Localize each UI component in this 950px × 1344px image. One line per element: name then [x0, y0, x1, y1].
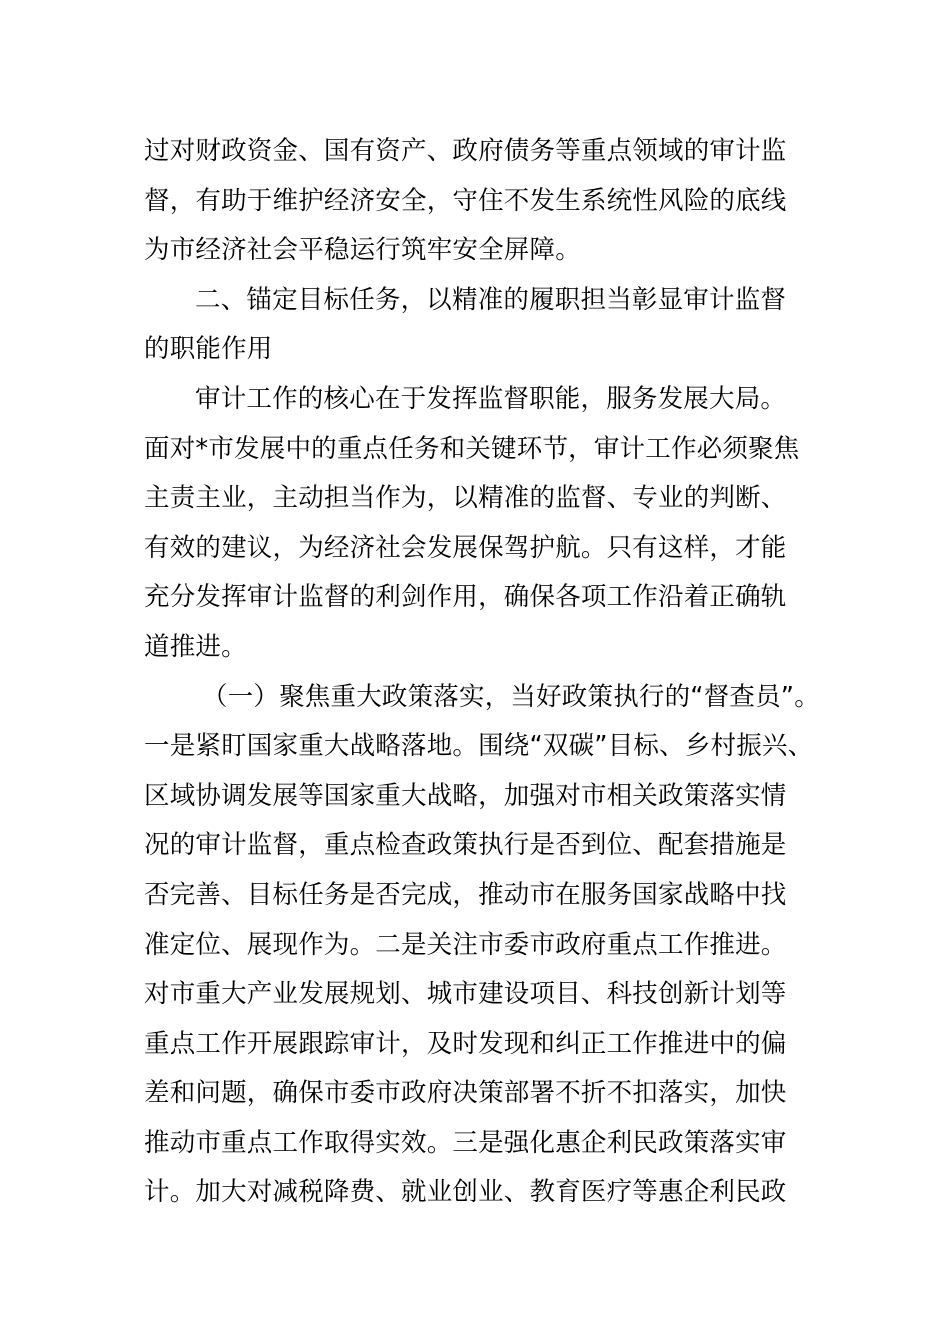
text-line: 区域协调发展等国家重大战略，加强对市相关政策落实情: [144, 780, 787, 811]
text-line: 主责主业，主动担当作为，以精准的监督、专业的判断、: [144, 483, 787, 514]
document-body: [144, 127, 820, 1218]
text-line: 审计工作的核心在于发挥监督职能，服务发展大局。: [195, 383, 787, 414]
text-line: 充分发挥审计监督的利剑作用，确保各项工作沿着正确轨: [144, 582, 787, 613]
text-line: 推动市重点工作取得实效。三是强化惠企利民政策落实审: [144, 1127, 787, 1158]
text-line: 况的审计监督，重点检查政策执行是否到位、配套措施是: [144, 830, 787, 861]
subsection-heading-line: （一）聚焦重大政策落实，当好政策执行的“督查员”。: [202, 681, 820, 712]
text-line: 计。加大对减税降费、就业创业、教育医疗等惠企利民政: [144, 1177, 787, 1208]
text-line: 一是紧盯国家重大战略落地。围绕“双碳”目标、乡村振兴、: [144, 731, 814, 762]
text-line: 差和问题，确保市委市政府决策部署不折不扣落实，加快: [144, 1078, 787, 1109]
text-line: 督，有助于维护经济安全，守住不发生系统性风险的底线: [144, 185, 787, 216]
text-line: 对市重大产业发展规划、城市建设项目、科技创新计划等: [144, 979, 787, 1010]
section-heading-line: 二、锚定目标任务，以精准的履职担当彰显审计监督: [195, 284, 787, 315]
text-line: 重点工作开展跟踪审计，及时发现和纠正工作推进中的偏: [144, 1028, 787, 1059]
text-line: 过对财政资金、国有资产、政府债务等重点领域的审计监: [144, 136, 787, 166]
section-heading-line: 的职能作用: [144, 334, 273, 365]
text-line: 准定位、展现作为。二是关注市委市政府重点工作推进。: [144, 929, 787, 960]
text-line: 有效的建议，为经济社会发展保驾护航。只有这样，才能: [144, 532, 787, 563]
text-line: 否完善、目标任务是否完成，推动市在服务国家战略中找: [144, 879, 787, 910]
text-line: 面对*市发展中的重点任务和关键环节，审计工作必须聚焦: [144, 433, 800, 464]
text-line: 道推进。: [144, 631, 247, 662]
text-line: 为市经济社会平稳运行筑牢安全屏障。: [144, 235, 581, 266]
